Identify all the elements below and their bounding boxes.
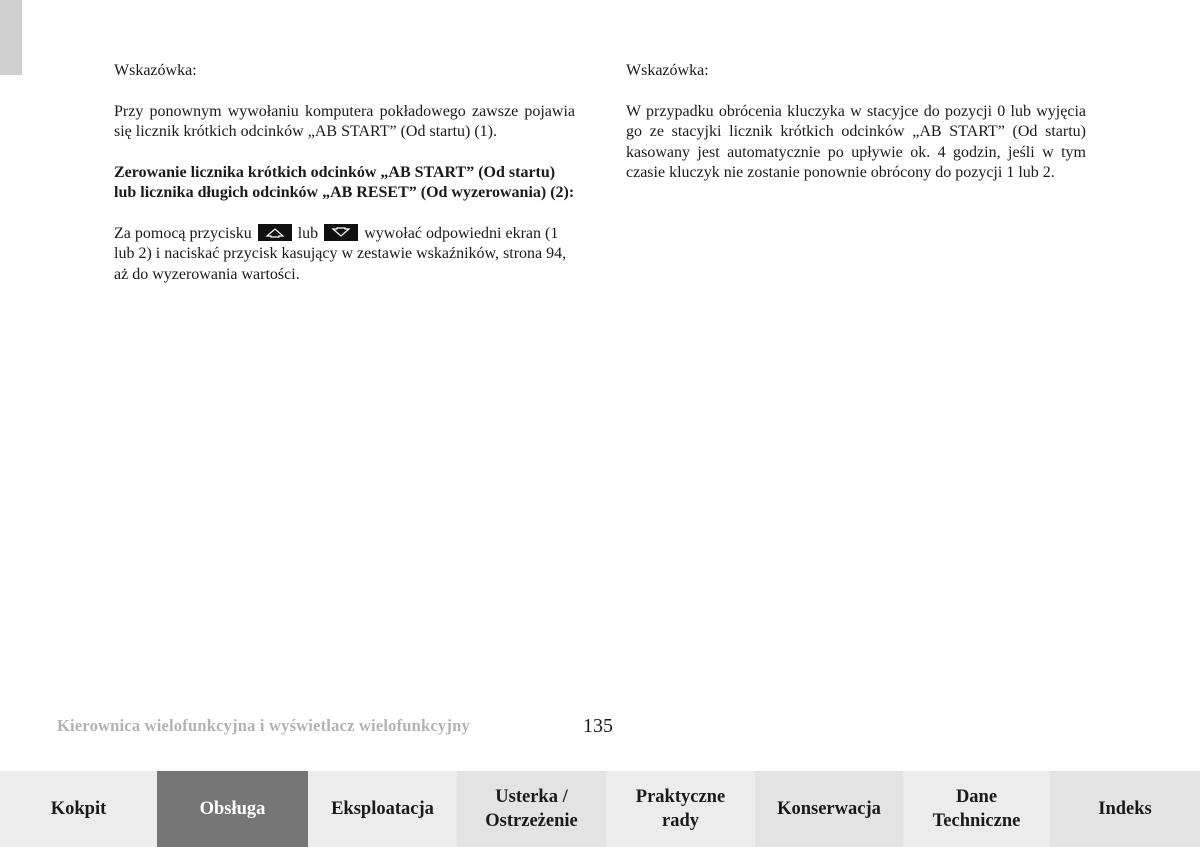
nav-tab-obsluga[interactable]: Obsługa [157,771,308,847]
chapter-navbar [0,771,1200,847]
nav-tab-indeks[interactable]: Indeks [1050,771,1200,847]
instruction-paragraph [114,224,575,286]
note-label-right: Wskazówka: [626,62,709,79]
arrow-up-button-icon [258,224,292,241]
left-column [114,61,575,305]
instruction-text-2: lub [297,224,319,242]
footer-section-title: Kierownica wielofunkcyjna i wyświetlacz wielofunkcyjny [57,716,470,735]
note-text: Przy ponownym wywołaniu komputera pokładowego zawsze pojawia się licznik krótkich odcinków „AB START” (Od startu) (1). [114,102,575,140]
nav-tab-praktyczne-rady[interactable]: Praktyczne rady [606,771,755,847]
corner-tab-marker [0,0,22,75]
section-heading: Zerowanie licznika krótkich odcinków „AB START” (Od startu) lub licznika długich odcinków „AB RESET” (Od wyzerowania) (2): [114,163,575,201]
right-column [626,61,1086,204]
instruction-text-1: Za pomocą przycisku [114,224,252,242]
nav-tab-konserwacja[interactable]: Konserwacja [755,771,903,847]
note-label: Wskazówka: [114,62,197,79]
note-text-right: W przypadku obrócenia kluczyka w stacyjce do pozycji 0 lub wyjęcia go ze stacyjki licznik krótkich odcinków „AB START” (Od startu) kasowany jest automatycznie po upływie ok. 4 godzin, jeśli w tym czasie kluczyk nie zostanie ponownie obrócony do pozycji 1 lub 2. [626,102,1086,181]
nav-tab-dane-techniczne[interactable]: Dane Techniczne [903,771,1050,847]
nav-tab-kokpit[interactable]: Kokpit [0,771,157,847]
instruction-text-3: wywołać odpowiedni ekran (1 lub 2) i naciskać przycisk kasujący w zestawie wskaźników, strona 94, aż do wyzerowania wartości. [114,224,567,283]
arrow-down-button-icon [324,224,358,241]
page-number: 135 [583,715,613,737]
nav-tab-usterka[interactable]: Usterka / Ostrzeżenie [457,771,606,847]
nav-tab-eksploatacja[interactable]: Eksploatacja [308,771,457,847]
